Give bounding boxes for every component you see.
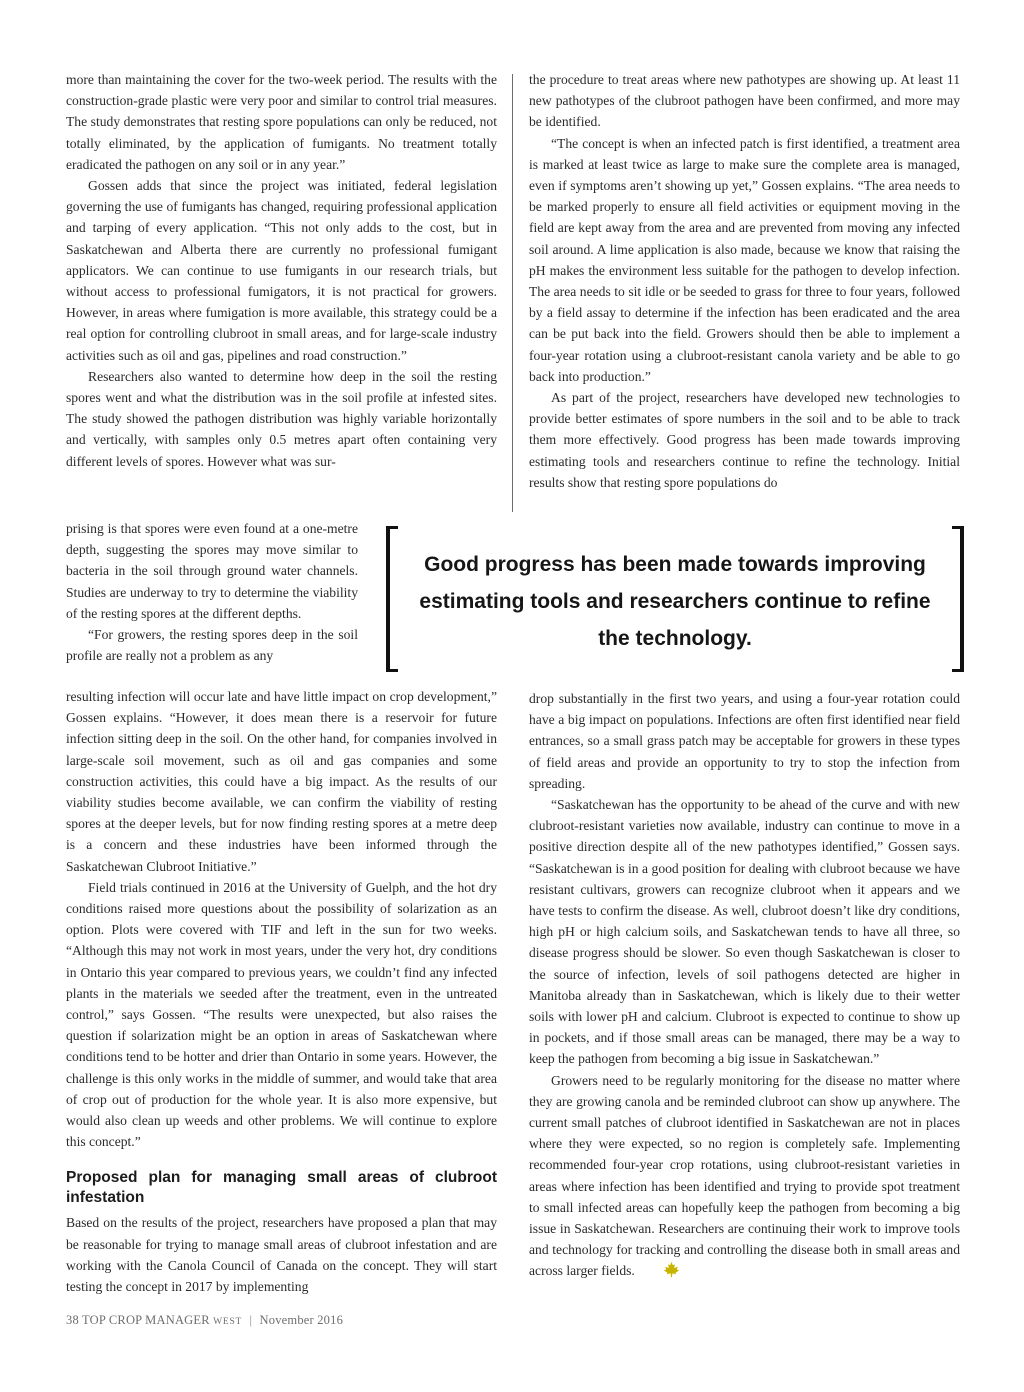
paragraph: the procedure to treat areas where new pathotypes are showing up. At least 11 new pathotypes of the clubroot pathogen have been confirmed, and more may be identified. — [529, 72, 960, 130]
paragraph: “Saskatchewan has the opportunity to be ahead of the curve and with new clubroot-resistant varieties now available, industry can continue to move in a positive direction despite all of the new pathotypes identified,” Gossen says. “Saskatchewan is in a good position for dealing with clubroot because we have resistant cultivars, growers can recognize clubroot when it appears and we have tests to confirm the disease. As well, clubroot doesn’t like dry conditions, high pH or high calcium soils, and Saskatchewan tends to have all three, so disease progress should be slower. So even though Saskatchewan is closer to the source of infection, levels of soil pathogens detected are higher in Manitoba already than in Saskatchewan, which is likely due to their wetter soils with lower pH and calcium. Clubroot is expected to continue to show up in pockets, and if those small areas can be managed, there may be a way to keep the pathogen from becoming a big issue in Saskatchewan.” — [529, 797, 960, 1067]
left-column-top — [66, 69, 497, 472]
paragraph: Researchers also wanted to determine how deep in the soil the resting spores went and what the distribution was in the soil profile at infested sites. The study showed the pathogen distribution was highly variable horizontally and vertically, with samples only 0.5 metres apart often containing very different levels of spores. However what was sur- — [66, 368, 497, 469]
paragraph: prising is that spores were even found at a one-metre depth, suggesting the spores may move similar to bacteria in the soil through ground water channels. Studies are underway to try to determine the viability of the resting spores at the different depths. — [66, 521, 358, 621]
right-column-top — [529, 69, 960, 493]
paragraph — [529, 1070, 960, 1285]
issue-date: November 2016 — [259, 1313, 344, 1327]
bracket-right — [952, 526, 964, 672]
page-number: 38 — [66, 1313, 79, 1327]
maple-leaf-icon — [641, 1261, 680, 1284]
paragraph-text: Growers need to be regularly monitoring for the disease no matter where they are growing canola and be reminded clubroot can show up anywhere. The current small patches of clubroot identified in Saskatchewan are not in places where they were expected, so no region is completely safe. Implementing recommended four-year crop rotations, using clubroot-resistant varieties in areas where infection has been identified and trying to provide spot treatment to small infected areas can hopefully keep the pathogen from becoming a big issue in Saskatchewan. Researchers are continuing their work to improve tools and technology for tracking and controlling the disease both in small areas and across larger fields. — [529, 1072, 960, 1279]
bracket-left — [386, 526, 398, 672]
column-divider — [512, 74, 513, 512]
magazine-edition: WEST — [213, 1317, 243, 1327]
pull-quote — [386, 526, 964, 672]
section-subhead: Proposed plan for managing small areas of clubroot infestation — [66, 1169, 497, 1207]
footer-separator: | — [249, 1313, 253, 1327]
paragraph: Based on the results of the project, researchers have proposed a plan that may be reasonable for trying to manage small areas of clubroot infestation and are working with the Canola Council of Canada on the concept. They will start testing the concept in 2017 by implementing — [66, 1215, 497, 1295]
paragraph: resulting infection will occur late and have little impact on crop development,” Gossen explains. “However, it does mean there is a reservoir for future infection sitting deep in the soil. On the other hand, for companies involved in large-scale soil movement, such as oil and gas companies and some construction activities, this could have a big impact. As the results of our viability studies become available, we can confirm the viability of resting spores at the deeper levels, but for now finding resting spores at a metre deep is a concern and these industries have been informed through the Saskatchewan Clubroot Initiative.” — [66, 689, 497, 874]
magazine-name: TOP CROP MANAGER — [82, 1313, 210, 1327]
paragraph: Gossen adds that since the project was initiated, federal legislation governing the use of fumigants has changed, requiring professional application and tarping of every application. “This not only adds to the cost, but in Saskatchewan and Alberta there are currently no professional fumigant applicators. We can continue to use fumigants in our research trials, but without access to professional fumigators, it is not practical for growers. However, in areas where fumigation is more available, this strategy could be a real option for controlling clubroot in small areas, and for large-scale industry activities such as oil and gas, pipelines and road construction.” — [66, 178, 497, 363]
paragraph: “For growers, the resting spores deep in the soil profile are really not a problem as any — [66, 627, 358, 664]
pull-quote-text: Good progress has been made towards improving estimating tools and researchers continue to refine the technology. — [419, 553, 931, 650]
paragraph: As part of the project, researchers have developed new technologies to provide better estimates of spore numbers in the soil and to be able to track them more effectively. Good progress has been made towards improving estimating tools and researchers continue to refine the technology. Initial results show that resting spore populations do — [529, 390, 960, 490]
paragraph: “The concept is when an infected patch is first identified, a treatment area is marked at least twice as large to make sure the complete area is managed, even if symptoms aren’t showing up yet,” Gossen explains. “The area needs to be marked properly to ensure all field activities or equipment moving in the field are kept away from the area and are prevented from moving any infected soil around. A lime application is also made, because we know that raising the pH makes the environment less suitable for the pathogen to develop infection. The area needs to sit idle or be seeded to grass for three to four years, followed by a field assay to determine if the infection has been eradicated and the area can be put back into the field. Growers should then be able to implement a four-year rotation using a clubroot-resistant canola variety and be able to go back into production.” — [529, 135, 960, 384]
page-footer — [66, 1313, 343, 1328]
right-column-bottom — [529, 688, 960, 1285]
left-column-bottom — [66, 686, 497, 1297]
left-column-wrap — [66, 518, 358, 666]
paragraph: Field trials continued in 2016 at the University of Guelph, and the hot dry conditions raised more questions about the possibility of solarization as an option. Plots were covered with TIF and left in the sun for two weeks. “Although this may not work in most years, under the very hot, dry conditions in Ontario this year compared to previous years, we couldn’t find any infected plants in the materials we seeded after the treatment, even in the untreated control,” says Gossen. “The results were unexpected, but also raises the question if solarization might be an option in areas of Saskatchewan where conditions tend to be hotter and drier than Ontario in some years. However, the challenge is this only works in the middle of summer, and would take that area of crop out of production for the whole year. It is also more expensive, but would also clean up weeds and other problems. We will continue to explore this concept.” — [66, 879, 497, 1150]
paragraph: drop substantially in the first two years, and using a four-year rotation could have a big impact on populations. Infections are often first identified near field entrances, so a small grass patch may be acceptable for growers in these types of field areas and provide an opportunity to try to stop the infection from spreading. — [529, 691, 960, 791]
paragraph: more than maintaining the cover for the two-week period. The results with the construction-grade plastic were very poor and similar to control trial measures. The study demonstrates that resting spore populations can only be reduced, not totally eliminated, by the application of fumigants. No treatment totally eradicated the pathogen on any soil or in any year.” — [66, 72, 497, 172]
